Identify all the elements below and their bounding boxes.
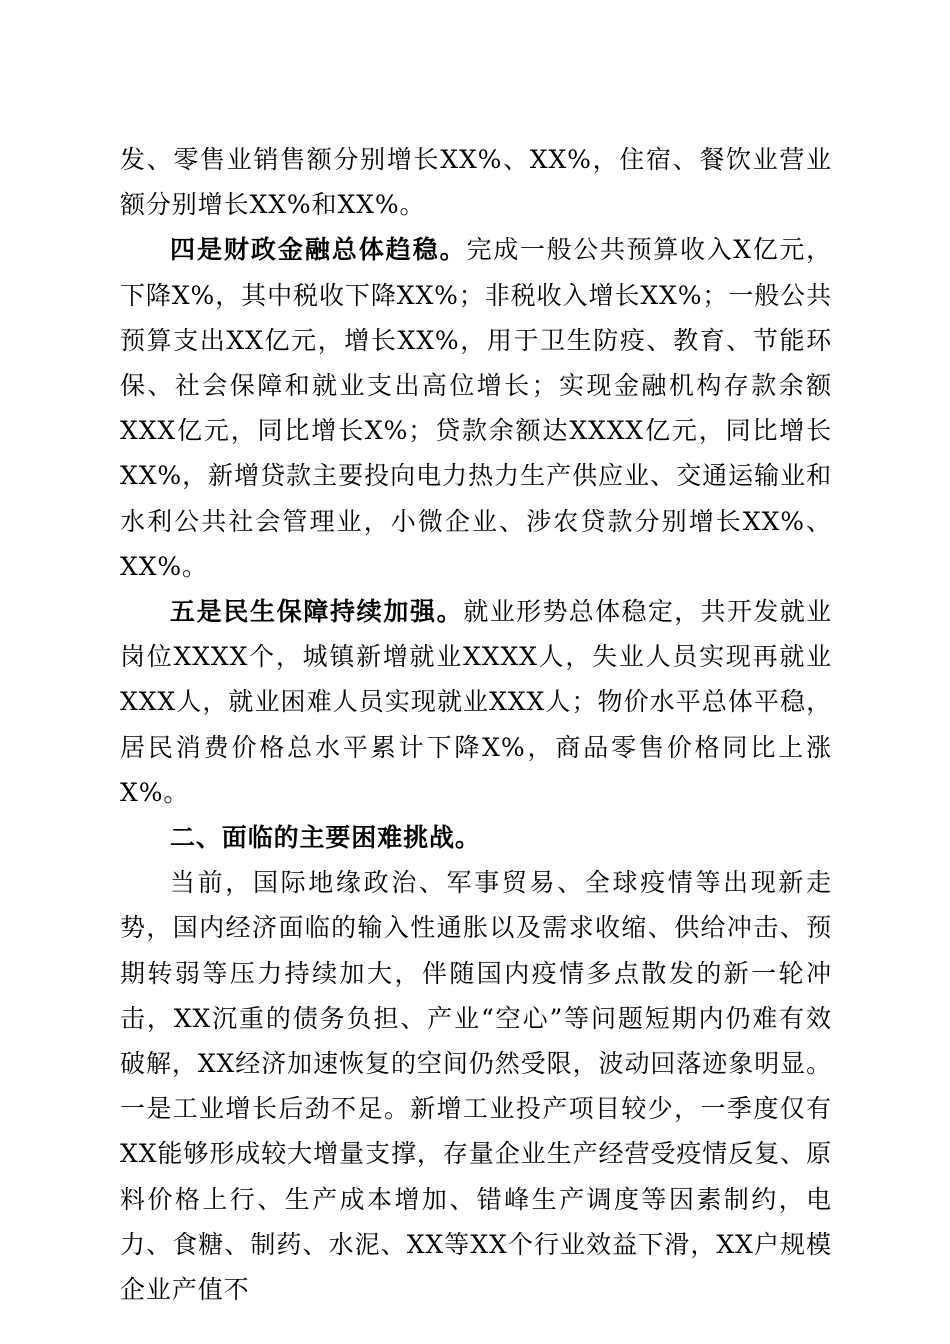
section-heading: 二、面临的主要困难挑战。 bbox=[170, 823, 481, 853]
paragraph-challenges: 当前，国际地缘政治、军事贸易、全球疫情等出现新走势，国内经济面临的输入性通胀以及需求收缩、供给冲击、预期转弱等压力持续加大，伴随国内疫情多点散发的新一轮冲击，XX沉重的债务负担、产业“空心”等问题短期内仍难有效破解，XX经济加速恢复的空间仍然受限，波动回落迹象明显。一是工业增长后劲不足。新增工业投产项目较少，一季度仅有XX能够形成较大增量支撑，存量企业生产经营受疫情反复、原料价格上行、生产成本增加、错峰生产调度等因素制约，电力、食糖、制药、水泥、XX等XX个行业效益下滑，XX户规模企业产值不 bbox=[120, 868, 832, 1305]
paragraph-livelihood bbox=[120, 589, 832, 815]
paragraph-text: 完成一般公共预算收入X亿元，下降X%，其中税收下降XX%；非税收入增长XX%；一般公共预算支出XX亿元，增长XX%，用于卫生防疫、教育、节能环保、社会保障和就业支出高位增长；实现金融机构存款余额XXX亿元，同比增长X%；贷款余额达XXXX亿元，同比增长XX%，新增贷款主要投向电力热力生产供应业、交通运输业和水利公共社会管理业，小微企业、涉农贷款分别增长XX%、XX%。 bbox=[120, 235, 833, 581]
paragraph-fiscal-finance bbox=[120, 227, 832, 589]
document-body bbox=[120, 137, 832, 1312]
paragraph-text: 就业形势总体稳定，共开发就业岗位XXXX个，城镇新增就业XXXX人，失业人员实现再就业XXX人，就业困难人员实现就业XXX人；物价水平总体平稳，居民消费价格总水平累计下降X%，商品零售价格同比上涨X%。 bbox=[120, 597, 833, 807]
paragraph-text: 发、零售业销售额分别增长XX%、XX%，住宿、餐饮业营业额分别增长XX%和XX%。 bbox=[120, 145, 832, 220]
paragraph-lead: 五是民生保障持续加强。 bbox=[170, 597, 464, 627]
paragraph-continuation bbox=[120, 137, 832, 227]
paragraph-lead: 四是财政金融总体趋稳。 bbox=[170, 235, 467, 265]
